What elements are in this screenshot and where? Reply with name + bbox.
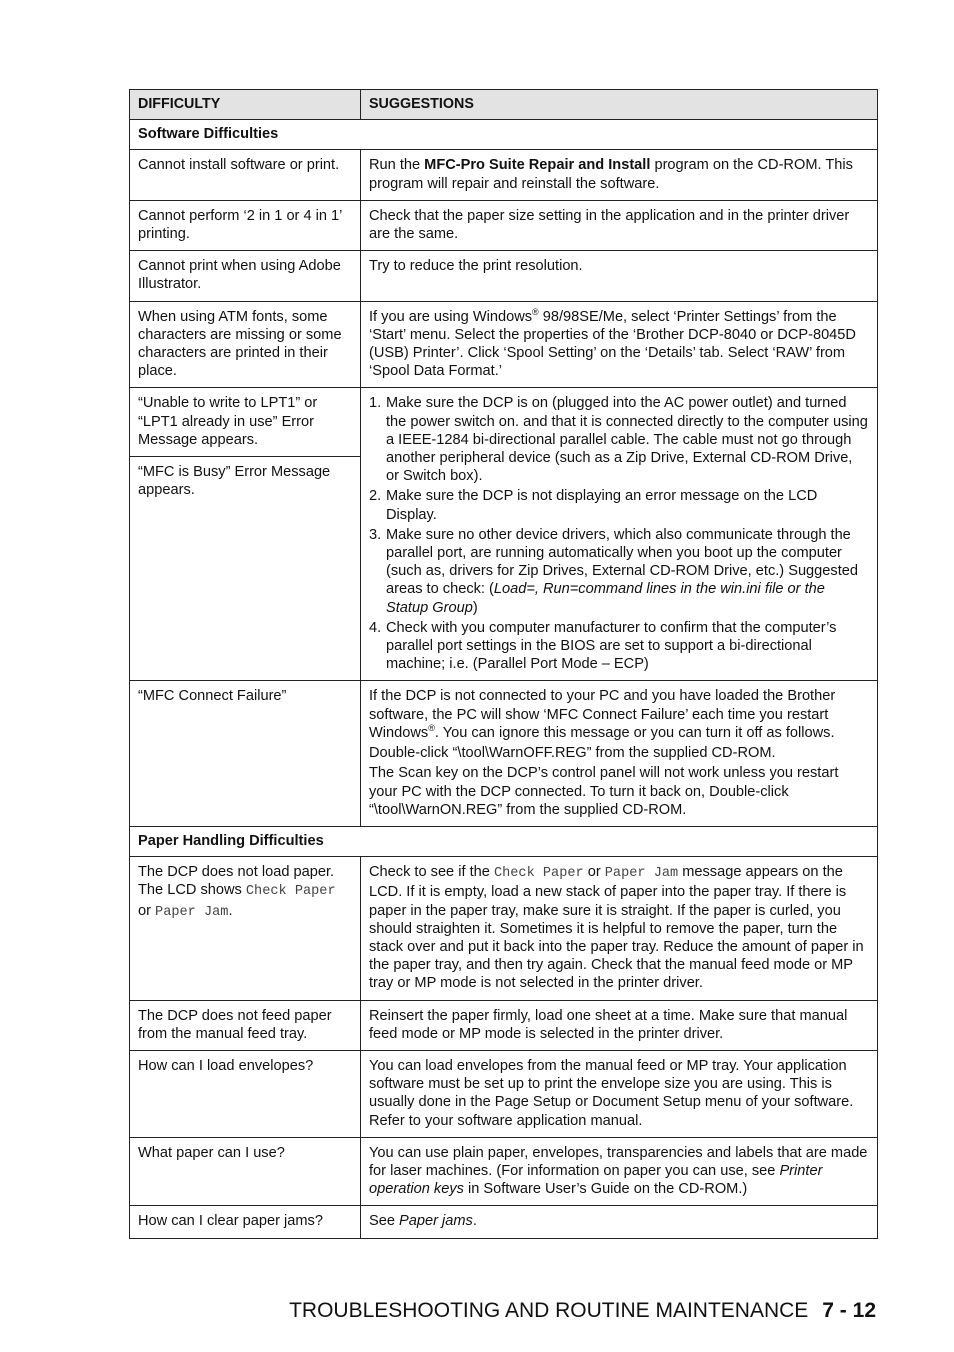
difficulty-cell: What paper can I use? (130, 1137, 361, 1206)
lcd-message: Check Paper (245, 884, 336, 900)
list-item (369, 526, 869, 617)
section-row (130, 826, 878, 856)
difficulty-text: The DCP does not load paper. The LCD shows (138, 864, 335, 899)
registered-mark: ® (428, 723, 435, 734)
section-title-software: Software Difficulties (130, 120, 878, 150)
step-number: 2. (369, 488, 382, 505)
step-number: 3. (369, 526, 382, 543)
difficulty-cell: Cannot print when using Adobe Illustrator. (130, 251, 361, 301)
difficulty-cell: How can I clear paper jams? (130, 1206, 361, 1238)
difficulty-cell: Cannot install software or print. (130, 150, 361, 200)
page-number: 7 - 12 (822, 1299, 876, 1322)
table-row (130, 251, 878, 301)
suggestion-text: See (369, 1213, 400, 1230)
difficulty-cell: When using ATM fonts, some characters are missing or some characters are printed in their place. (130, 301, 361, 388)
table-row (130, 681, 878, 826)
table-row (130, 200, 878, 250)
suggestion-text: 98/98SE/Me, select ‘Printer Settings’ from the ‘Start’ menu. Select the properties of the ‘Brother DCP-8040 or DCP-8045D (USB) Printer’. Click ‘Spool Setting’ on the ‘Details’ tab. Select ‘RAW’ from ‘Spool Data Format.’ (369, 308, 856, 380)
step-text: Make sure the DCP is not displaying an error message on the LCD Display. (386, 488, 818, 523)
suggestion-cell (361, 150, 878, 200)
suggestion-paragraph (369, 687, 869, 742)
difficulty-lpt-error: “Unable to write to LPT1” or “LPT1 already in use” Error Message appears. (130, 388, 360, 457)
suggestion-text: in Software User’s Guide on the CD-ROM.) (463, 1181, 748, 1198)
step-text: Make sure the DCP is on (plugged into the AC power outlet) and turned the power switch on. and that it is connected directly to the computer using a IEEE-1284 bi-directional parallel cable. The cable must not go through another peripheral device (such as a Zip Drive, External CD-ROM Drive, or Switch box). (386, 395, 868, 485)
section-row (130, 120, 878, 150)
difficulty-cell (130, 857, 361, 1000)
suggestion-text: . You can ignore this message or you can turn it off as follows. (434, 724, 835, 741)
table-row (130, 150, 878, 200)
program-name: MFC-Pro Suite Repair and Install (424, 157, 651, 174)
suggestion-cell (361, 681, 878, 826)
difficulty-cell (130, 388, 361, 681)
table-header-row (130, 90, 878, 120)
step-italic-text: Load=, Run=command lines in the win.ini file or the Statup Group (386, 581, 825, 616)
suggestion-text: . (472, 1213, 477, 1230)
registered-mark: ® (532, 306, 539, 317)
suggestion-cell: Check that the paper size setting in the application and in the printer driver are the same. (361, 200, 878, 250)
suggestion-cell: Reinsert the paper firmly, load one sheet at a time. Make sure that manual feed mode or MP mode is selected in the printer driver. (361, 1000, 878, 1050)
suggestion-cell (361, 1206, 878, 1238)
step-tail: ) (472, 599, 478, 616)
step-text: Check with you computer manufacturer to confirm that the computer’s parallel port settings in the BIOS are set to support a bi-directional machine; i.e. (Parallel Port Mode – ECP) (386, 619, 837, 673)
suggestion-text: You can use plain paper, envelopes, transparencies and labels that are made for laser machines. (For information on paper you can use, see (369, 1144, 868, 1179)
lcd-message: Paper Jam (604, 866, 679, 882)
step-text: Make sure no other device drivers, which also communicate through the parallel port, are running automatically when you boot up the computer (such as, drivers for Zip Drives, External CD-ROM Drive, etc.) Suggested areas to check: ( (386, 526, 858, 598)
difficulty-cell: The DCP does not feed paper from the manual feed tray. (130, 1000, 361, 1050)
chapter-title: TROUBLESHOOTING AND ROUTINE MAINTENANCE (289, 1299, 809, 1322)
suggestion-text: If the DCP is not connected to your PC and you have loaded the Brother software, the PC will show ‘MFC Connect Failure’ each time you restart Windows (369, 688, 836, 741)
lcd-message: Check Paper (493, 866, 584, 882)
column-header-difficulty: DIFFICULTY (130, 90, 361, 120)
troubleshooting-table (129, 89, 878, 1239)
list-item (369, 394, 869, 485)
suggestion-text: or (583, 864, 605, 881)
lcd-message: Paper Jam (155, 904, 229, 920)
table-row (130, 301, 878, 388)
table-row (130, 857, 878, 1000)
suggestion-cell (361, 301, 878, 388)
page-footer (0, 1299, 876, 1323)
table-row (130, 1137, 878, 1206)
list-item (369, 619, 869, 674)
suggestion-paragraph: The Scan key on the DCP’s control panel will not work unless you restart your PC with the DCP connected. To turn it back on, Double-click “\tool\WarnON.REG” from the supplied CD-ROM. (369, 765, 839, 818)
suggestion-cell (361, 388, 878, 681)
table-row (130, 1000, 878, 1050)
step-number: 1. (369, 395, 382, 412)
table-row (130, 1206, 878, 1238)
column-header-suggestions: SUGGESTIONS (361, 90, 878, 120)
suggestion-text: Run the (369, 157, 425, 174)
suggestion-cell: Try to reduce the print resolution. (361, 251, 878, 301)
difficulty-mfc-busy: “MFC is Busy” Error Message appears. (138, 464, 331, 499)
suggestion-text: If you are using Windows (369, 308, 533, 325)
difficulty-text: or (138, 902, 156, 919)
reference-title: Paper jams (399, 1213, 473, 1230)
list-item (369, 487, 869, 523)
reference-title: Printer operation keys (369, 1162, 823, 1198)
difficulty-text: . (228, 902, 233, 919)
table-row (130, 1050, 878, 1137)
table-row (130, 388, 878, 681)
difficulty-cell: Cannot perform ‘2 in 1 or 4 in 1’ printing. (130, 200, 361, 250)
suggestion-text: message appears on the LCD. If it is empty, load a new stack of paper into the paper tray. If there is paper in the paper tray, make sure it is straight. If the paper is curled, you should straighten it. Sometimes it is helpful to remove the paper, turn the stack over and put it back into the paper tray. Reduce the amount of paper in the paper tray, and then try again. Check that the manual feed mode or MP tray or MP mode is not selected in the printer driver. (369, 864, 864, 992)
suggestion-text: program on the CD-ROM. This program will repair and reinstall the software. (369, 157, 853, 192)
difficulty-cell: “MFC Connect Failure” (130, 681, 361, 826)
steps-list (369, 394, 869, 673)
difficulty-cell: How can I load envelopes? (130, 1050, 361, 1137)
step-number: 4. (369, 619, 382, 636)
suggestion-paragraph: Double-click “\tool\WarnOFF.REG” from the supplied CD-ROM. (369, 745, 776, 762)
suggestion-text: Check to see if the (369, 864, 494, 881)
suggestion-cell (361, 857, 878, 1000)
suggestion-cell (361, 1137, 878, 1206)
suggestion-cell: You can load envelopes from the manual feed or MP tray. Your application software must be set up to print the envelope size you are using. This is usually done in the Page Setup or Document Setup menu of your software. Refer to your software application manual. (361, 1050, 878, 1137)
section-title-paper: Paper Handling Difficulties (130, 826, 878, 856)
